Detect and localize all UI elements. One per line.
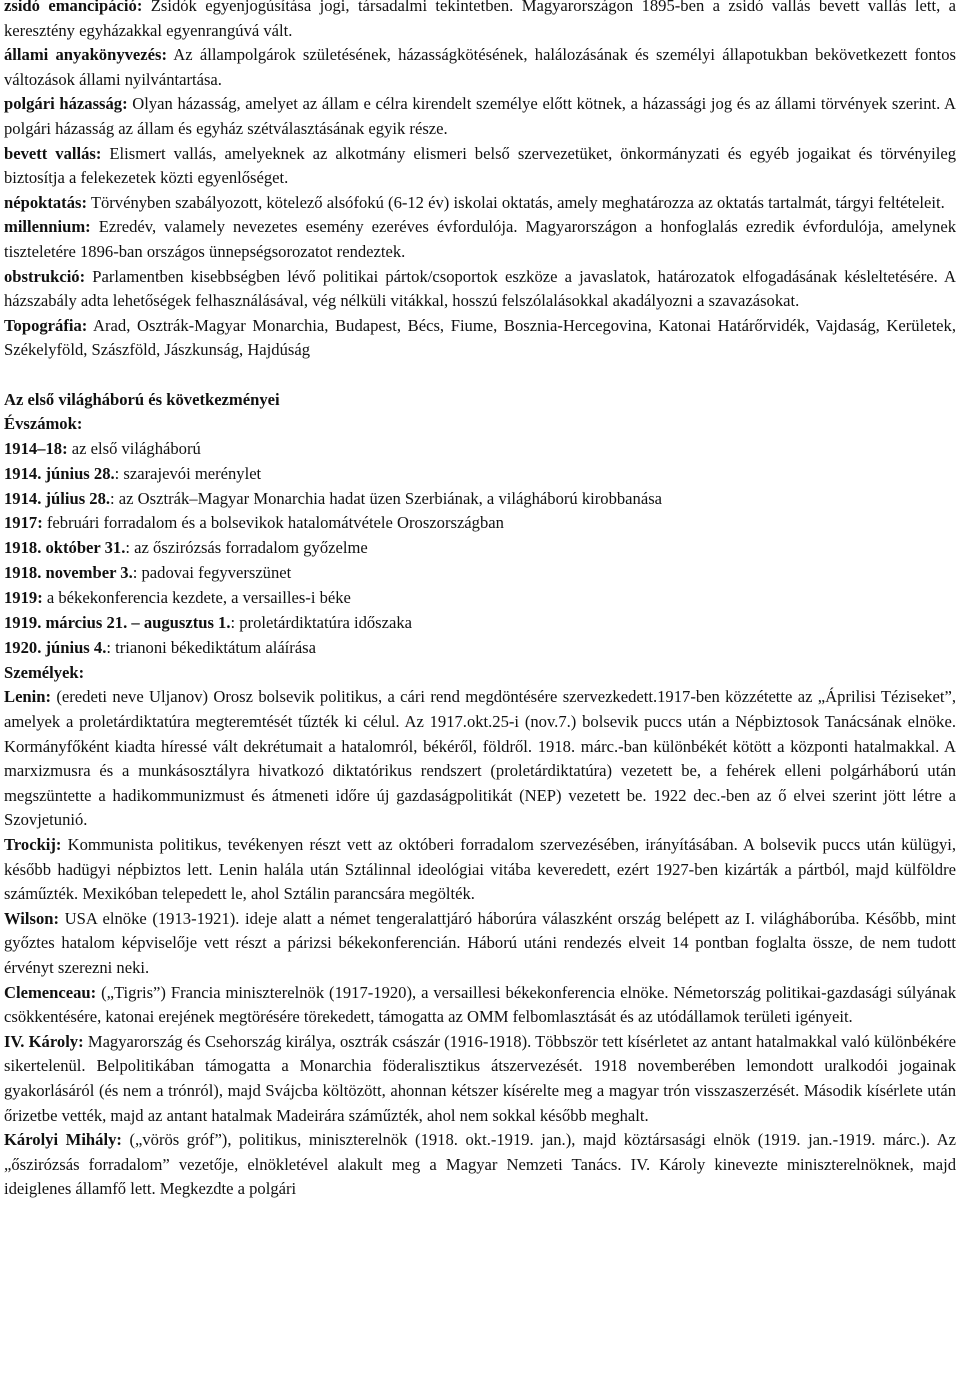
glossary-entry-obstrukcio (4, 265, 956, 314)
person-description: USA elnöke (1913-1921). ideje alatt a német tengeralattjáró háborúra válaszként ország belépett az I. világháborúba. Később, mint győztes hatalom képviselője vett részt a párizsi békekonferencián. Háború utáni rendezés elveit 14 pontban foglalta össze, de nem tudott érvényt szerezni neki. (4, 908, 956, 977)
glossary-entry-bevett-vallas (4, 142, 956, 191)
date-value: 1919. március 21. – augusztus 1. (4, 613, 231, 633)
date-value: 1919: (4, 588, 43, 608)
topography-paragraph (4, 314, 956, 363)
person-entry-wilson (4, 907, 956, 981)
date-value: 1920. június 4. (4, 637, 107, 657)
date-value: 1914. június 28. (4, 463, 115, 483)
date-value: 1917: (4, 513, 43, 533)
person-description: („vörös gróf”), politikus, miniszterelnök (1918. okt.-1919. jan.), majd köztársasági elnök (1919. jan.-1919. márc.). Az „őszirózsás forradalom” vezetője, elnökletével alakult meg a Magyar Nemzeti Tanács. IV. Károly kinevezte miniszterelnöknek, majd ideiglenes államfő lett. Megkezdte a polgári (4, 1130, 956, 1199)
dates-list (4, 437, 956, 661)
glossary-definition: Törvényben szabályozott, kötelező alsófokú (6-12 év) iskolai oktatás, amely meghatározza az oktatás tartalmát, tárgyi feltételeit. (86, 192, 945, 212)
date-entry (4, 511, 956, 536)
person-description: („Tigris”) Francia miniszterelnök (1917-1920), a versaillesi békekonferencia elnöke. Németország politikai-gazdasági súlyának csökkentésére, katonai erejének megtörésére törekedett, támogatta az OMM felbomlasztását és az utódállamok területi igényeit. (4, 982, 956, 1027)
glossary-entry-polgari-hazassag (4, 92, 956, 141)
glossary-definition: Az állampolgárok születésének, házasságkötésének, halálozásának és személyi állapotukban bekövetkezett fontos változások állami nyilvántartása. (4, 45, 956, 89)
person-name: Trockij: (4, 835, 62, 854)
date-event: : proletárdiktatúra időszaka (230, 613, 413, 633)
glossary-term: bevett vallás: (4, 143, 102, 163)
person-name: Lenin: (4, 687, 52, 707)
date-entry (4, 586, 956, 611)
date-event: : az Osztrák–Magyar Monarchia hadat üzen Szerbiának, a világháború kirobbanása (110, 488, 663, 508)
date-entry (4, 437, 956, 462)
glossary-entry-millennium (4, 215, 956, 264)
date-value: 1914–18: (4, 438, 68, 458)
date-event: februári forradalom és a bolsevikok hatalomátvétele Oroszországban (42, 513, 504, 533)
date-value: 1918. október 31. (4, 538, 126, 558)
glossary-entry-nepoktatas (4, 191, 956, 216)
person-entry-iv-karoly (4, 1030, 956, 1128)
topography-label: Topográfia: (4, 315, 88, 335)
glossary-section (4, 0, 956, 314)
glossary-term: állami anyakönyvezés: (4, 45, 167, 65)
date-entry (4, 636, 956, 661)
date-entry (4, 561, 956, 586)
date-event: : szarajevói merénylet (114, 463, 262, 483)
date-value: 1918. november 3. (4, 563, 133, 583)
person-entry-karolyi-mihaly (4, 1128, 956, 1202)
persons-list (4, 685, 956, 1201)
topography-text: Arad, Osztrák-Magyar Monarchia, Budapest, Bécs, Fiume, Bosznia-Hercegovina, Katonai Határőrvidék, Vajdaság, Kerületek, Székelyföld, Szászföld, Jászkunság, Hajdúság (4, 315, 956, 360)
dates-heading: Évszámok: (4, 414, 83, 434)
person-description: (eredeti neve Uljanov) Orosz bolsevik politikus, a cári rend megdöntésére szervezkedett.1917-ben közzétette az „Áprilisi Téziseket”, amelyek a proletárdiktatúra megteremtését tűzték ki célul. Az 1917.okt.25-i (nov.7.) bolsevik puccs után a Népbiztosok Tanácsának elnöke. Kormányfőként kiadta híressé vált dekrétumait a hatalomról, békéről, földről. 1918. márc.-ban különbékét kötött a központi hatalmakkal. A marxizmusra és a munkásosztályra hivatkozó diktatórikus rendszert (proletárdiktatúra) vezetett be, a fehérek elleni polgárháború után megszüntette a hadikommunizmust és átmeneti időre új gazdaságpolitikát (NEP) vezetett be. 1922 dec.-ben az ő elvei szerint jött létre a Szovjetunió. (4, 687, 956, 830)
person-name: IV. Károly: (4, 1031, 84, 1051)
document-page (4, 0, 956, 1202)
person-description: Kommunista politikus, tevékenyen részt vett az októberi forradalom szervezésében, irányításában. A bolsevik puccs után külügyi, később hadügyi népbiztos lett. Lenin halála után Sztálinnal ideológiai vitába keveredett, ezért 1927-ben kizárták a pártból, majd külföldre száműzték. Mexikóban telepedett le, ahol Sztálin parancsára megölték. (4, 835, 956, 904)
person-entry-lenin (4, 685, 956, 833)
date-event: : padovai fegyverszünet (132, 563, 292, 583)
date-entry (4, 611, 956, 636)
date-value: 1914. július 28. (4, 488, 111, 508)
glossary-term: obstrukció: (4, 266, 86, 286)
persons-heading: Személyek: (4, 662, 85, 682)
glossary-term: zsidó emancipáció: (4, 0, 143, 15)
date-entry (4, 536, 956, 561)
date-event: az első világháború (67, 438, 201, 458)
date-event: : trianoni békediktátum aláírása (106, 637, 317, 657)
person-entry-clemenceau (4, 981, 956, 1030)
person-name: Károlyi Mihály: (4, 1130, 122, 1150)
glossary-term: polgári házasság: (4, 94, 128, 114)
person-name: Wilson: (4, 908, 60, 928)
glossary-definition: Parlamentben kisebbségben lévő politikai pártok/csoportok eszköze a javaslatok, határozatok elfogadásának késleltetésére. A házszabály adta lehetőségek felhasználásával, vég nélküli vitákkal, hosszú felszólalásokkal akadályozni a szavazásokat. (4, 266, 956, 311)
glossary-term: népoktatás: (4, 192, 87, 212)
date-entry (4, 462, 956, 487)
date-event: a békekonferencia kezdete, a versailles-i béke (42, 588, 351, 608)
glossary-entry-zsido-emancipacio (4, 0, 956, 43)
glossary-entry-allami-anyakonyvezes (4, 43, 956, 92)
section-spacer (4, 363, 956, 388)
section-title: Az első világháború és következményei (4, 389, 280, 409)
date-event: : az őszirózsás forradalom győzelme (125, 538, 368, 558)
glossary-definition: Zsidók egyenjogúsítása jogi, társadalmi tekintetben. Magyarországon 1895-ben a zsidó vallás bevett vallás lett, a keresztény egyházakkal egyenrangúvá vált. (4, 0, 956, 40)
person-description: Magyarország és Csehország királya, osztrák császár (1916-1918). Többször tett kísérletet az antant hatalmakkal való különbékére sikertelenül. Belpolitikában támogatta a Monarchia föderalisztikus átszervezését. 1918 novemberében lemondott uralkodói jogainak gyakorlásáról (és nem a trónról), majd Svájcba költözött, ahonnan kétszer kísérelte meg a magyar trón visszaszerzését. Második kísérlete után őrizetbe vették, majd az antant hatalmak Madeirára száműzték, ahol nem sokkal később meghalt. (4, 1031, 956, 1125)
glossary-definition: Ezredév, valamely nevezetes esemény ezeréves évfordulója. Magyarországon a honfoglalás ezredik évfordulója, amelynek tiszteletére 1896-ban országos ünnepségsorozatot rendeztek. (4, 217, 956, 261)
person-entry-trockij (4, 833, 956, 907)
glossary-term: millennium: (4, 217, 91, 237)
person-name: Clemenceau: (4, 982, 97, 1002)
glossary-definition: Olyan házasság, amelyet az állam e célra kirendelt személye előtt kötnek, a házassági jog és az állami törvények szerint. A polgári házasság az állam és egyház szétválasztásának egyik része. (4, 94, 957, 138)
date-entry (4, 487, 956, 512)
glossary-definition: Elismert vallás, amelyeknek az alkotmány elismeri belső szervezetüket, önkormányzati és egyéb jogaikat és törvényileg biztosítja a felekezetek közti egyenlőséget. (4, 143, 957, 188)
